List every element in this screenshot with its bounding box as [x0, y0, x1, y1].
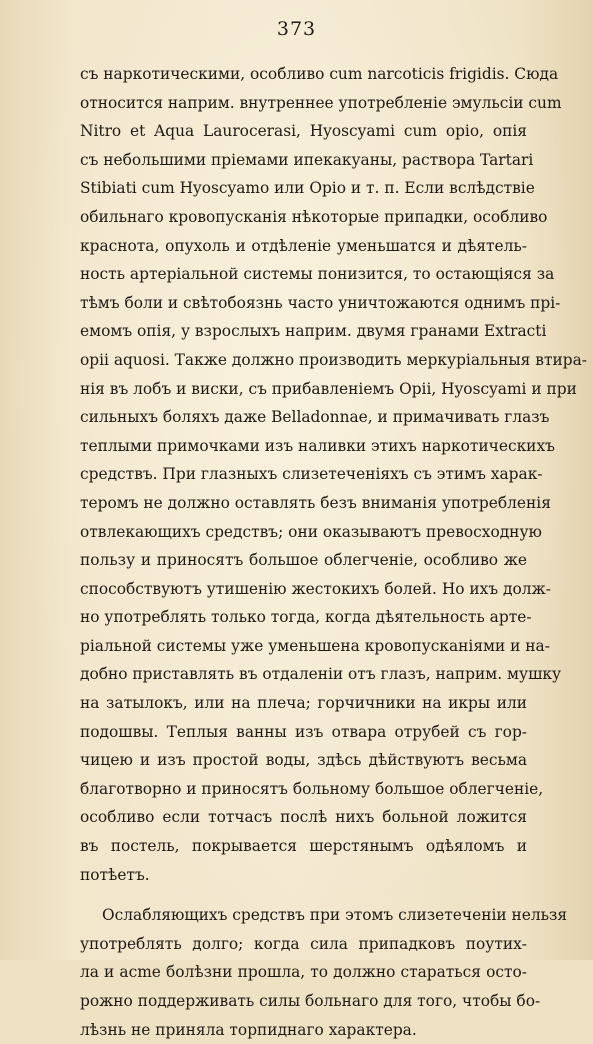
text-line: ріальной системы уже уменьшена кровопусканіями и на- [80, 636, 550, 655]
text-line: способствуютъ утишенію жестокихъ болей. Но ихъ долж- [80, 579, 551, 598]
page-number: 373 [276, 18, 317, 40]
text-line: пользу и приносятъ большое облегченіе, особливо же [80, 551, 527, 570]
text-line: Stibiati cum Hyoscyamo или Opio и т. п. Если вслѣдствіе [80, 179, 535, 198]
paragraph [80, 60, 587, 889]
text-line: благотворно и приносятъ больному большое облегченіе, [80, 779, 544, 798]
text-line: средствъ. При глазныхъ слизетеченіяхъ съ этимъ харак- [80, 465, 543, 484]
text-line: относится наприм. внутреннее употребленіе эмульсіи cum [80, 93, 562, 112]
text-line: добно приставлять въ отдаленіи отъ глазъ, наприм. мушку [80, 665, 562, 684]
text-line: обильнаго кровопусканія нѣкоторые припадки, особливо [80, 207, 548, 226]
text-line: съ небольшими пріемами ипекакуаны, раствора Tartari [80, 150, 534, 169]
text-line: на затылокъ, или на плеча; горчичники на икры или [80, 694, 527, 713]
text-line: ность артеріальной системы понизится, то остающіяся за [80, 265, 555, 284]
text-line: отвлекающихъ средствъ; они оказываютъ превосходную [80, 522, 542, 541]
paragraph-gap [80, 889, 527, 901]
text-line: рожно поддерживать силы больнаго для того, чтобы бо- [80, 992, 541, 1010]
paragraph [80, 901, 568, 1044]
text-line: ла и acme болѣзни прошла, то должно стараться осто- [80, 963, 527, 982]
text-line: емомъ опія, у взрослыхъ наприм. двумя гранами Extracti [80, 322, 547, 341]
text-line: чицею и изъ простой воды, здѣсь дѣйствуютъ весьма [80, 751, 527, 770]
text-line: нія въ лобъ и виски, съ прибавленіемъ Opii, Hyoscyami и при [80, 379, 577, 398]
text-line: употреблять долго; когда сила припадковъ поутих- [80, 934, 527, 953]
text-line: opii aquosi. Также должно производить меркуріальныя втира- [80, 350, 587, 369]
text-line: Ослабляющихъ средствъ при этомъ слизетеченіи нельзя [102, 906, 568, 925]
text-line: съ наркотическими, особливо cum narcoticis frigidis. Сюда [80, 65, 559, 83]
body-text [80, 60, 587, 1044]
text-line: но употреблять только тогда, когда дѣятельность арте- [80, 608, 532, 627]
text-line: особливо если тотчасъ послѣ нихъ больной ложится [80, 808, 527, 827]
text-line: краснота, опухоль и отдѣленіе уменьшатся и дѣятель- [80, 236, 527, 255]
text-line: Nitro et Aqua Laurocerasi, Hyoscyami cum opio, опія [80, 122, 527, 141]
text-line: сильныхъ боляхъ даже Belladonnae, и примачивать глазъ [80, 408, 550, 427]
text-line: потѣетъ. [80, 865, 150, 884]
text-line: лѣзнь не приняла торпиднаго характера. [80, 1020, 417, 1039]
text-line: тѣмъ боли и свѣтобоязнь часто уничтожаются однимъ прі- [80, 293, 561, 312]
text-line: въ постель, покрывается шерстянымъ одѣяломъ и [80, 837, 527, 856]
text-line: теромъ не должно оставлять безъ вниманія употребленія [80, 493, 551, 512]
text-line: теплыми примочками изъ наливки этихъ наркотическихъ [80, 436, 555, 455]
text-line: подошвы. Теплыя ванны изъ отвара отрубей съ гор- [80, 722, 527, 741]
